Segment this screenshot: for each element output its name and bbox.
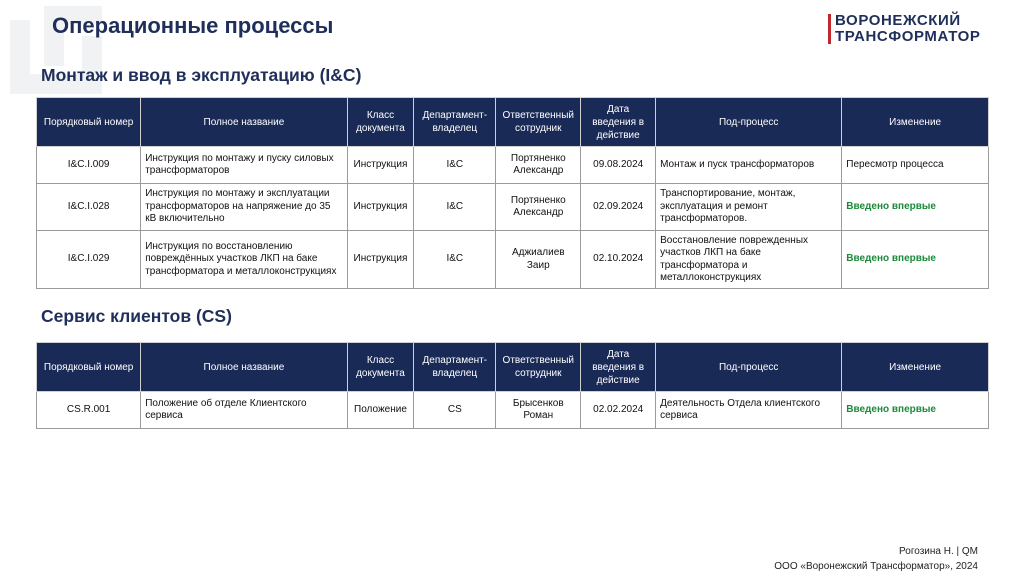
cell-department: I&C <box>414 147 496 184</box>
cell-subprocess: Монтаж и пуск трансформаторов <box>656 147 842 184</box>
logo-line-2: ТРАНСФОРМАТОР <box>835 28 981 45</box>
cell-class: Инструкция <box>347 147 414 184</box>
cell-date: 09.08.2024 <box>581 147 656 184</box>
table-row <box>37 147 989 184</box>
col-header-change: Изменение <box>842 343 989 392</box>
col-header-employee: Ответственный сотрудник <box>496 343 581 392</box>
col-header-number: Порядковый номер <box>37 343 141 392</box>
cell-name: Положение об отделе Клиентского сервиса <box>141 392 347 429</box>
cell-change: Введено впервые <box>842 231 989 289</box>
col-header-subprocess: Под-процесс <box>656 343 842 392</box>
cell-name: Инструкция по монтажу и пуску силовых трансформаторов <box>141 147 347 184</box>
table-row <box>37 392 989 429</box>
cell-subprocess: Деятельность Отдела клиентского сервиса <box>656 392 842 429</box>
footer-company: ООО «Воронежский Трансформатор», 2024 <box>774 561 978 572</box>
cell-name: Инструкция по монтажу и эксплуатации трансформаторов на напряжение до 35 кВ включительно <box>141 184 347 231</box>
cell-subprocess: Транспортирование, монтаж, эксплуатация и ремонт трансформаторов. <box>656 184 842 231</box>
cell-number: I&C.I.029 <box>37 231 141 289</box>
cell-class: Инструкция <box>347 231 414 289</box>
table-header-row <box>37 343 989 392</box>
col-header-employee: Ответственный сотрудник <box>496 98 581 147</box>
cell-name: Инструкция по восстановлению повреждённых участков ЛКП на баке трансформатора и металлоконструкциях <box>141 231 347 289</box>
cell-date: 02.09.2024 <box>581 184 656 231</box>
col-header-subprocess: Под-процесс <box>656 98 842 147</box>
logo-accent-bar <box>828 14 831 44</box>
col-header-change: Изменение <box>842 98 989 147</box>
cell-class: Положение <box>347 392 414 429</box>
col-header-department: Департамент-владелец <box>414 98 496 147</box>
cell-number: CS.R.001 <box>37 392 141 429</box>
cell-employee: Брысенков Роман <box>496 392 581 429</box>
cell-department: I&C <box>414 231 496 289</box>
cell-date: 02.02.2024 <box>581 392 656 429</box>
footer-author: Рогозина Н. | QM <box>899 546 978 557</box>
cell-change: Введено впервые <box>842 184 989 231</box>
logo-line-1: ВОРОНЕЖСКИЙ <box>835 12 961 29</box>
cell-employee: Портяненко Александр <box>496 184 581 231</box>
col-header-name: Полное название <box>141 98 347 147</box>
cell-change: Пересмотр процесса <box>842 147 989 184</box>
table-header-row <box>37 98 989 147</box>
section-cs-title: Сервис клиентов (CS) <box>41 306 232 326</box>
table-row <box>37 184 989 231</box>
cell-class: Инструкция <box>347 184 414 231</box>
section-ic-title: Монтаж и ввод в эксплуатацию (I&C) <box>41 65 362 85</box>
cell-number: I&C.I.028 <box>37 184 141 231</box>
col-header-class: Класс документа <box>347 343 414 392</box>
col-header-number: Порядковый номер <box>37 98 141 147</box>
cell-employee: Аджиалиев Заир <box>496 231 581 289</box>
cs-documents-table <box>36 342 989 429</box>
cell-change: Введено впервые <box>842 392 989 429</box>
col-header-date: Дата введения в действие <box>581 98 656 147</box>
cell-department: I&C <box>414 184 496 231</box>
page-title: Операционные процессы <box>52 13 334 38</box>
col-header-name: Полное название <box>141 343 347 392</box>
cell-number: I&C.I.009 <box>37 147 141 184</box>
col-header-department: Департамент-владелец <box>414 343 496 392</box>
cell-employee: Портяненко Александр <box>496 147 581 184</box>
cell-subprocess: Восстановление поврежденных участков ЛКП на баке трансформатора и металлоконструкциях <box>656 231 842 289</box>
col-header-date: Дата введения в действие <box>581 343 656 392</box>
company-logo <box>828 13 1010 45</box>
cell-department: CS <box>414 392 496 429</box>
table-row <box>37 231 989 289</box>
col-header-class: Класс документа <box>347 98 414 147</box>
ic-documents-table <box>36 97 989 289</box>
cell-date: 02.10.2024 <box>581 231 656 289</box>
